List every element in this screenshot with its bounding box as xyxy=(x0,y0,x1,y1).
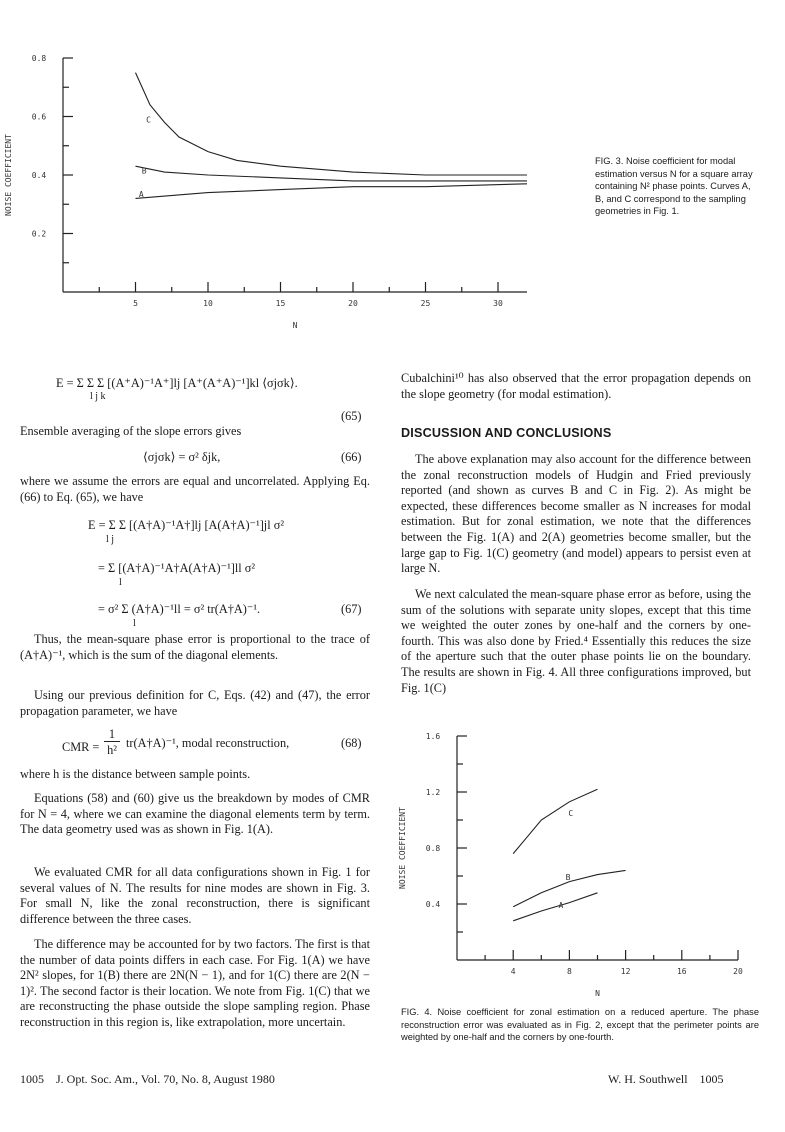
x-tick-label: 20 xyxy=(733,967,743,976)
x-tick-label: 5 xyxy=(133,299,138,308)
equation-65: E = Σ Σ Σ [(A⁺A)⁻¹A⁺]lj [A⁺(A⁺A)⁻¹]kl ⟨σjσk⟩. xyxy=(56,376,298,390)
x-tick-label: 4 xyxy=(510,967,516,976)
paragraph: We evaluated CMR for all data configurations shown in Fig. 1 for several values of N. The results for nine modes are shown in Fig. 3. For small N, like the zonal reconstruction, there is significant difference between the three cases. xyxy=(20,865,370,926)
curve-a xyxy=(136,184,528,199)
x-tick-label: 20 xyxy=(348,299,358,308)
fig4-caption: FIG. 4. Noise coefficient for zonal estimation on a reduced aperture. The phase reconstruction error was evaluated as in Fig. 2, except that the perimeter points are weighted by one-half and the corners by one-fourth. xyxy=(401,1007,759,1043)
x-tick-label: 16 xyxy=(676,967,687,976)
fig4-chart xyxy=(400,722,770,1004)
footer-author: W. H. Southwell 1005 xyxy=(608,1072,724,1086)
curve-a xyxy=(513,893,597,921)
paragraph: We next calculated the mean-square phase error as before, using the sum of the solutions with separate unity slopes, except that this time we weighted the outer zones by one-half and the corners by one-fourth. This was also done by Fried.⁴ Essentially this reduces the size of the aperture such that the outer phase points lie on the boundary. The results are shown in Fig. 4. All three configurations improved, but Fig. 1(C) xyxy=(401,587,751,695)
curve-label-b: B xyxy=(141,166,147,176)
equation-67b-subscripts: l xyxy=(119,577,122,588)
curve-label-c: C xyxy=(568,808,574,818)
y-tick-label: 0.4 xyxy=(425,900,441,909)
x-tick-label: 8 xyxy=(566,967,572,976)
paragraph: The above explanation may also account for the difference between the zonal reconstruction models of Hudgin and Fried previously reported (and shown as curves B and C in Fig. 2). As might be expected, these differences become smaller as N increases for modal estimation. But for zonal estimation, we note that the differences between the Fig. 1(A) and 2(A) geometries become smaller, but the large gap to Fig. 1(C) geometry (and model) appears to persist even at large N. xyxy=(401,452,751,576)
equation-65-subscripts: l j k xyxy=(90,391,106,402)
y-tick-label: 0.2 xyxy=(31,229,47,239)
paragraph: Thus, the mean-square phase error is proportional to the trace of (A†A)⁻¹, which is the sum of the diagonal elements. xyxy=(20,632,370,662)
equation-68-number: (68) xyxy=(341,736,362,750)
equation-68-fraction-numerator: 1 xyxy=(104,727,120,742)
equation-65-number: (65) xyxy=(341,409,362,423)
equation-68-fraction-denominator: h² xyxy=(107,743,117,757)
equation-67a: E = Σ Σ [(A†A)⁻¹A†]lj [A(A†A)⁻¹]jl σ² xyxy=(88,518,285,532)
paragraph: The difference may be accounted for by two factors. The first is that the number of data points differs in each case. For Fig. 1(A) we have 2N² slopes, for 1(B) there are 2N(N − 1), and for 1(C) there are 2(N − 1)². The second factor is their location. We note from Fig. 1(C) that we are reconstructing the phase outside the slope sampling region. Phase reconstruction in this region is, like extrapolation, more uncertain. xyxy=(20,937,370,1029)
paragraph: Ensemble averaging of the slope errors gives xyxy=(20,424,242,438)
y-axis-label: NOISE COEFFICIENT xyxy=(4,134,13,216)
paragraph: Using our previous definition for C, Eqs. (42) and (47), the error propagation parameter, we have xyxy=(20,688,370,718)
section-heading: DISCUSSION AND CONCLUSIONS xyxy=(401,426,612,440)
y-tick-label: 1.6 xyxy=(425,732,441,741)
x-axis-label: N xyxy=(595,989,600,998)
y-tick-label: 0.6 xyxy=(31,112,47,122)
equation-66: ⟨σjσk⟩ = σ² δjk, xyxy=(143,450,221,464)
paragraph: where we assume the errors are equal and uncorrelated. Applying Eq. (66) to Eq. (65), we have xyxy=(20,474,370,504)
equation-67c-subscripts: l xyxy=(133,618,136,629)
paragraph: Cubalchini¹⁰ has also observed that the error propagation depends on the slope geometry (for modal estimation). xyxy=(401,371,751,401)
footer-journal: 1005 J. Opt. Soc. Am., Vol. 70, No. 8, August 1980 xyxy=(20,1072,275,1086)
y-tick-label: 0.8 xyxy=(31,54,47,63)
equation-67b: = Σ [(A†A)⁻¹A†A(A†A)⁻¹]ll σ² xyxy=(98,561,256,575)
curve-label-c: C xyxy=(146,115,151,125)
paragraph: Equations (58) and (60) give us the breakdown by modes of CMR for N = 4, where we can examine the diagonal elements term by term. The data geometry used was as shown in Fig. 1(A). xyxy=(20,791,370,837)
y-tick-label: 1.2 xyxy=(425,788,441,797)
x-axis-label: N xyxy=(292,321,298,330)
fig3-chart xyxy=(0,40,560,340)
curve-b xyxy=(136,166,528,181)
curve-c xyxy=(136,73,528,175)
equation-66-number: (66) xyxy=(341,450,362,464)
y-tick-label: 0.8 xyxy=(425,844,441,853)
y-tick-label: 0.4 xyxy=(31,171,47,180)
equation-67-number: (67) xyxy=(341,602,362,616)
equation-67a-subscripts: l j xyxy=(106,534,115,545)
fig3-caption: FIG. 3. Noise coefficient for modal estimation versus N for a square array containing N² phase points. Curves A, B, and C correspond to the sampling geometries in Fig. 1. xyxy=(595,156,753,217)
curve-label-a: A xyxy=(138,189,144,199)
x-tick-label: 30 xyxy=(493,299,503,308)
x-tick-label: 12 xyxy=(620,967,631,976)
paragraph: where h is the distance between sample points. xyxy=(20,767,251,781)
curve-label-b: B xyxy=(565,873,571,883)
x-tick-label: 25 xyxy=(420,299,431,308)
y-axis-label: NOISE COEFFICIENT xyxy=(398,807,407,889)
curve-label-a: A xyxy=(558,901,564,911)
curve-c xyxy=(513,789,597,853)
equation-68-lhs: CMR = xyxy=(62,740,100,754)
x-tick-label: 10 xyxy=(203,299,213,308)
equation-67c: = σ² Σ (A†A)⁻¹ll = σ² tr(A†A)⁻¹. xyxy=(98,602,261,616)
equation-68-rhs: tr(A†A)⁻¹, modal reconstruction, xyxy=(126,736,290,750)
x-tick-label: 15 xyxy=(275,299,286,308)
